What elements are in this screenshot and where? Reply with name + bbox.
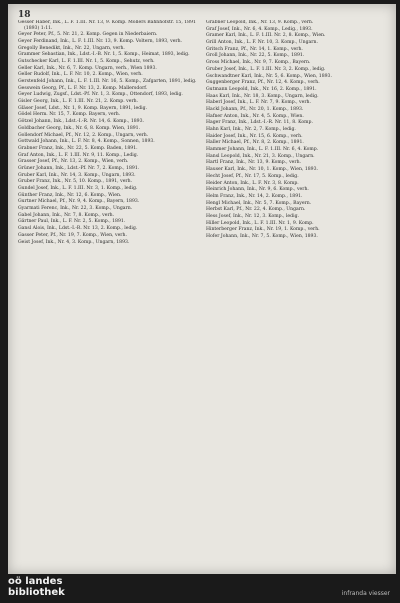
list-item: Hess Josef, Ink., Nr. 12, 3. Komp., ledig. — [206, 213, 299, 219]
list-item: Guggenberger Franz, Pf., Nr. 12, 4. Komp., verh. — [206, 80, 320, 86]
list-item: Gruber Franz, Ink., Nr. 5, 10. Komp., 1891, verh. — [18, 179, 133, 185]
list-item: Gritsch Franz, Pf., Nr. 14, 1. Komp., verh. — [206, 46, 303, 52]
list-item: Gläser Josef, Ldst., Nr. 1, 9. Komp. Bayern, 1891, ledig. — [18, 105, 148, 111]
list-item: Gutmann Leopold, Ink., Nr. 16, 2. Komp., 1891. — [206, 86, 317, 92]
left-column — [18, 20, 200, 568]
list-item: Graf Josef, Ink., Nr. 6, 4. Komp., Ledig., 1893. — [206, 26, 313, 32]
list-item: Geyer Ludwig, Zugsf., Ldst.-Pf. Nr. 1, 3. Komp., Ottendorf, 1893, ledig. — [18, 92, 183, 98]
list-item: Geyer Ferdinand, Ink., L. F. 1.III. Nr. 13, 9. Komp. Voltern, 1893, verh. — [18, 38, 183, 44]
list-item: Gruber Karl, Ink., Nr. 14, 3. Komp., Ungarn, 1893. — [18, 172, 136, 178]
list-item: Gundel Josef, Ink., L. F. 1.III. Nr. 3, 1. Komp., ledig. — [18, 186, 138, 191]
list-item: Haller Michael, Pf., Nr. 8, 2. Komp., 1891. — [206, 140, 304, 146]
list-item: Gurtner Michael, Pf., Nr. 9, 4. Komp., Bayern, 1893. — [18, 199, 140, 205]
list-item: Götzel Johann, Ink., Ldst.-I.-R. Nr. 14, 6. Komp., 1893. — [18, 119, 144, 125]
scanned-page — [8, 4, 396, 574]
list-item: Gschwandtner Karl, Ink., Nr. 5, 6. Komp., Wien, 1893. — [206, 73, 332, 79]
list-item: Gisler Georg, Ink., L. F. 1.III. Nr. 21, 2. Komp. verh. — [18, 99, 139, 105]
list-item: Grabner Franz, Ink., Nr. 22, 5. Komp. Baden, 1891. — [18, 145, 138, 151]
list-item: Gramer Karl, Ink., L. F. 1.III. Nr. 2, 8. Komp., Wien. — [206, 33, 326, 39]
list-item: Grasser Josef, Pf., Nr. 13, 2. Komp., Wien, verh. — [18, 159, 129, 165]
list-item: Haider Josef, Ink., Nr. 15, 6. Komp., verh. — [206, 133, 303, 139]
list-item: Gabel Johann, Ink., Nr. 7, 8. Komp., verh. — [18, 212, 115, 218]
list-item: Hansl Leopold, Ink., Nr. 21, 3. Komp., Ungarn. — [206, 153, 315, 159]
list-item: Grill Anton, Ink., L. F. Nr. 10, 3. Komp., Ungarn. — [206, 40, 318, 46]
list-item: Hafner Anton, Ink., Nr. 4, 5. Komp., Wien. — [206, 113, 304, 119]
list-item: Grabner Leopold, Ink., Nr. 13, 9. Komp., verh. — [206, 20, 314, 25]
watermark-text: infranda viesser — [341, 590, 390, 597]
list-item: Hager Franz, Ink., Ldst.-I.-R. Nr. 11, 8. Komp. — [206, 120, 313, 126]
list-item: Geller Karl, Ink., Nr. 6, 7. Komp. Ungarn, verh., Wien 1893. — [18, 65, 157, 71]
list-item: Gutschecker Karl, L. F. 1.III. Nr. 1, 5. Komp., Sehutz, verh. — [18, 58, 155, 64]
list-item: Geyer Peter, Pf., 5. Nr. 21, 2. Komp. Gegen in Niederbaiern. — [18, 32, 158, 38]
list-item: Groll Johann, Ink., Nr. 22, 5. Komp., 1891. — [206, 53, 305, 59]
list-item: Gesswein Georg, Pf., L. F. Nr. 13, 2. Komp. Mallersdorf. — [18, 85, 148, 91]
list-item: Gesser Haber, Ink., L. F. 1.III. Nr. 13, 9. Komp. Möllers Bahnhofstr. 15, 1891 (1893) 1:11. — [18, 20, 196, 31]
list-item: Grüner Johann, Ink., Ldst.-Pf. Nr. 7, 2. Komp., 1891. — [18, 165, 140, 171]
list-item: Günther Franz, Ink., Nr. 12, 6. Komp., Wien. — [18, 192, 122, 198]
list-item: Haas Karl, Ink., Nr. 18, 3. Komp., Ungarn, ledig. — [206, 93, 319, 99]
list-item: Gollendorf Michael, Pf., Nr. 12, 2. Komp., Ungarn, verh. — [18, 132, 149, 138]
list-item: Hengl Michael, Ink., Nr. 5, 7. Komp., Bayern. — [206, 200, 312, 206]
list-item: Gross Michael, Ink., Nr. 9, 7. Komp., Bayern. — [206, 60, 311, 66]
list-item: Gottwald Johann, Ink., L. F. Nr. 8, 4. Komp., Sonnen, 1893. — [18, 139, 155, 145]
list-item: Hartl Franz, Ink., Nr. 13, 9. Komp., verh. — [206, 160, 301, 166]
list-item: Hahn Karl, Ink., Nr. 2, 7. Komp., ledig. — [206, 127, 296, 132]
list-item: Herbst Karl, Pf., Nr. 22, 4. Komp., Ungarn. — [206, 207, 306, 213]
list-item: Gruber Josef, Ink., L. F. 1.III. Nr. 3, 2. Komp., ledig. — [206, 66, 326, 72]
list-item: Hecht Josef, Pf., Nr. 17, 5. Komp., ledig. — [206, 173, 299, 179]
list-item: Helm Franz, Ink., Nr. 14, 2. Komp., 1891. — [206, 193, 303, 199]
right-column — [206, 20, 388, 568]
page-number: 18 — [18, 10, 31, 20]
logo-line-1: oö landes — [8, 576, 63, 587]
list-item: Hiller Leopold, Ink., L. F. 1.III. Nr. 1, 9. Komp. — [206, 220, 314, 226]
list-item: Geist Josef, Ink., Nr. 4, 3. Komp., Ungarn, 1893. — [18, 239, 130, 245]
list-item: Hauser Karl, Ink., Nr. 10, 1. Komp., Wien, 1893. — [206, 167, 318, 173]
logo-line-2: bibliothek — [8, 587, 65, 598]
list-item: Gregolly Benedikt, Ink., Nr. 22, Ungarn, verh. — [18, 45, 125, 51]
list-item: Gansl Alois, Ink., Ldst.-I.-R. Nr. 13, 2. Komp., ledig. — [18, 226, 138, 232]
list-item: Hackl Johann, Pf., Nr. 20, 1. Komp., 1893. — [206, 106, 304, 112]
list-item: Gödel Herm. Nr. 15, 7. Komp. Bayern, verh. — [18, 112, 121, 118]
list-item: Hinterberger Franz, Ink., Nr. 19, 1. Komp., verh. — [206, 227, 320, 233]
list-item: Gyarmati Ferenc, Ink., Nr. 22, 3. Komp., Ungarn. — [18, 206, 133, 212]
list-item: Heider Anton, Ink., L. F. Nr. 3, 8. Komp. — [206, 180, 299, 186]
list-item: Gasser Peter, Pf., Nr. 19, 7. Komp., Wien, verh. — [18, 232, 127, 238]
list-item: Heinrich Johann, Ink., Nr. 9, 6. Komp., verh. — [206, 187, 309, 193]
list-item: Hammer Johann, Ink., L. F. 1.III. Nr. 6, 4. Komp. — [206, 147, 319, 153]
list-item: Hofer Johann, Ink., Nr. 7, 5. Komp., Wien, 1893. — [206, 234, 318, 239]
list-item: Haberl Josef, Ink., L. F. Nr. 7, 9. Komp., verh. — [206, 100, 311, 106]
list-item: Goldbacher Georg, Ink., Nr. 6, 8. Komp. Wien, 1891. — [18, 125, 141, 131]
list-item: Grammer Sebastian, Ink., Ldst.-I.-B. Nr. 1, 5. Komp., Heimat, 1893, ledig. — [18, 52, 190, 58]
list-item: Graf Anton, Ink., L. F. 1.III. Nr. 9, 11. Komp., Ledig. — [18, 152, 139, 158]
library-logo — [8, 576, 65, 598]
list-item: Geller Rudolf, Ink., L. F. Nr. 10, 2. Komp., Wien, verh. — [18, 72, 143, 78]
list-item: Gärtner Paul, Ink., L. F. Nr. 2, 5. Komp., 1891. — [18, 219, 126, 225]
list-item: Gerstenfeld Johann, Ink., L. F. 1.III. Nr. 16, 5. Komp., Zafgarten, 1891, ledig. — [18, 79, 197, 84]
